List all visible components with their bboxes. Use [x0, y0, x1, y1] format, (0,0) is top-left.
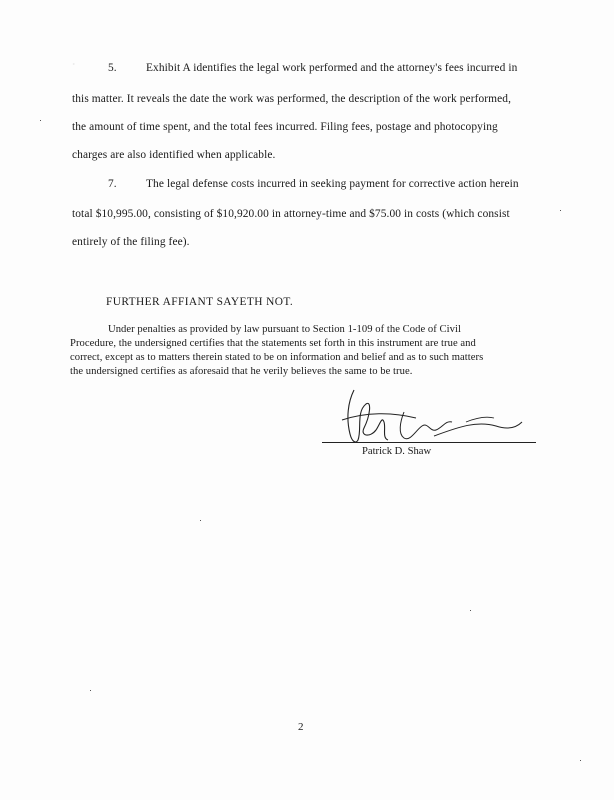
paragraph-line: the amount of time spent, and the total fees incurred. Filing fees, postage and photocopying: [72, 121, 498, 133]
paragraph-line: Exhibit A identifies the legal work performed and the attorney's fees incurred in: [146, 62, 518, 74]
scan-speck: [560, 210, 561, 211]
paragraph-number: 5.: [108, 62, 117, 74]
paragraph-line: charges are also identified when applicable.: [72, 149, 276, 161]
paragraph-line: this matter. It reveals the date the work was performed, the description of the work performed,: [72, 93, 512, 105]
affidavit-line: Procedure, the undersigned certifies that the statements set forth in this instrument are true and: [70, 338, 476, 349]
scan-speck: [40, 120, 41, 121]
paragraph-line: total $10,995.00, consisting of $10,920.00 in attorney-time and $75.00 in costs (which consist: [72, 208, 510, 220]
signatory-name: Patrick D. Shaw: [362, 446, 432, 457]
scan-speck: [470, 610, 471, 611]
scan-speck: [580, 760, 581, 761]
page-number: 2: [298, 721, 304, 733]
paragraph-line: entirely of the filing fee).: [72, 236, 190, 248]
closing-heading: FURTHER AFFIANT SAYETH NOT.: [106, 296, 294, 308]
affidavit-line: the undersigned certifies as aforesaid that he verily believes the same to be true.: [70, 366, 413, 377]
signature-line: [322, 442, 536, 443]
affidavit-line: correct, except as to matters therein stated to be on information and belief and as to such matters: [70, 352, 484, 363]
affidavit-line: Under penalties as provided by law pursuant to Section 1-109 of the Code of Civil: [108, 324, 461, 335]
scan-speck: [90, 690, 91, 691]
scan-speck: [200, 520, 201, 521]
paragraph-number: 7.: [108, 178, 117, 190]
paragraph-line: The legal defense costs incurred in seeking payment for corrective action herein: [146, 178, 519, 190]
